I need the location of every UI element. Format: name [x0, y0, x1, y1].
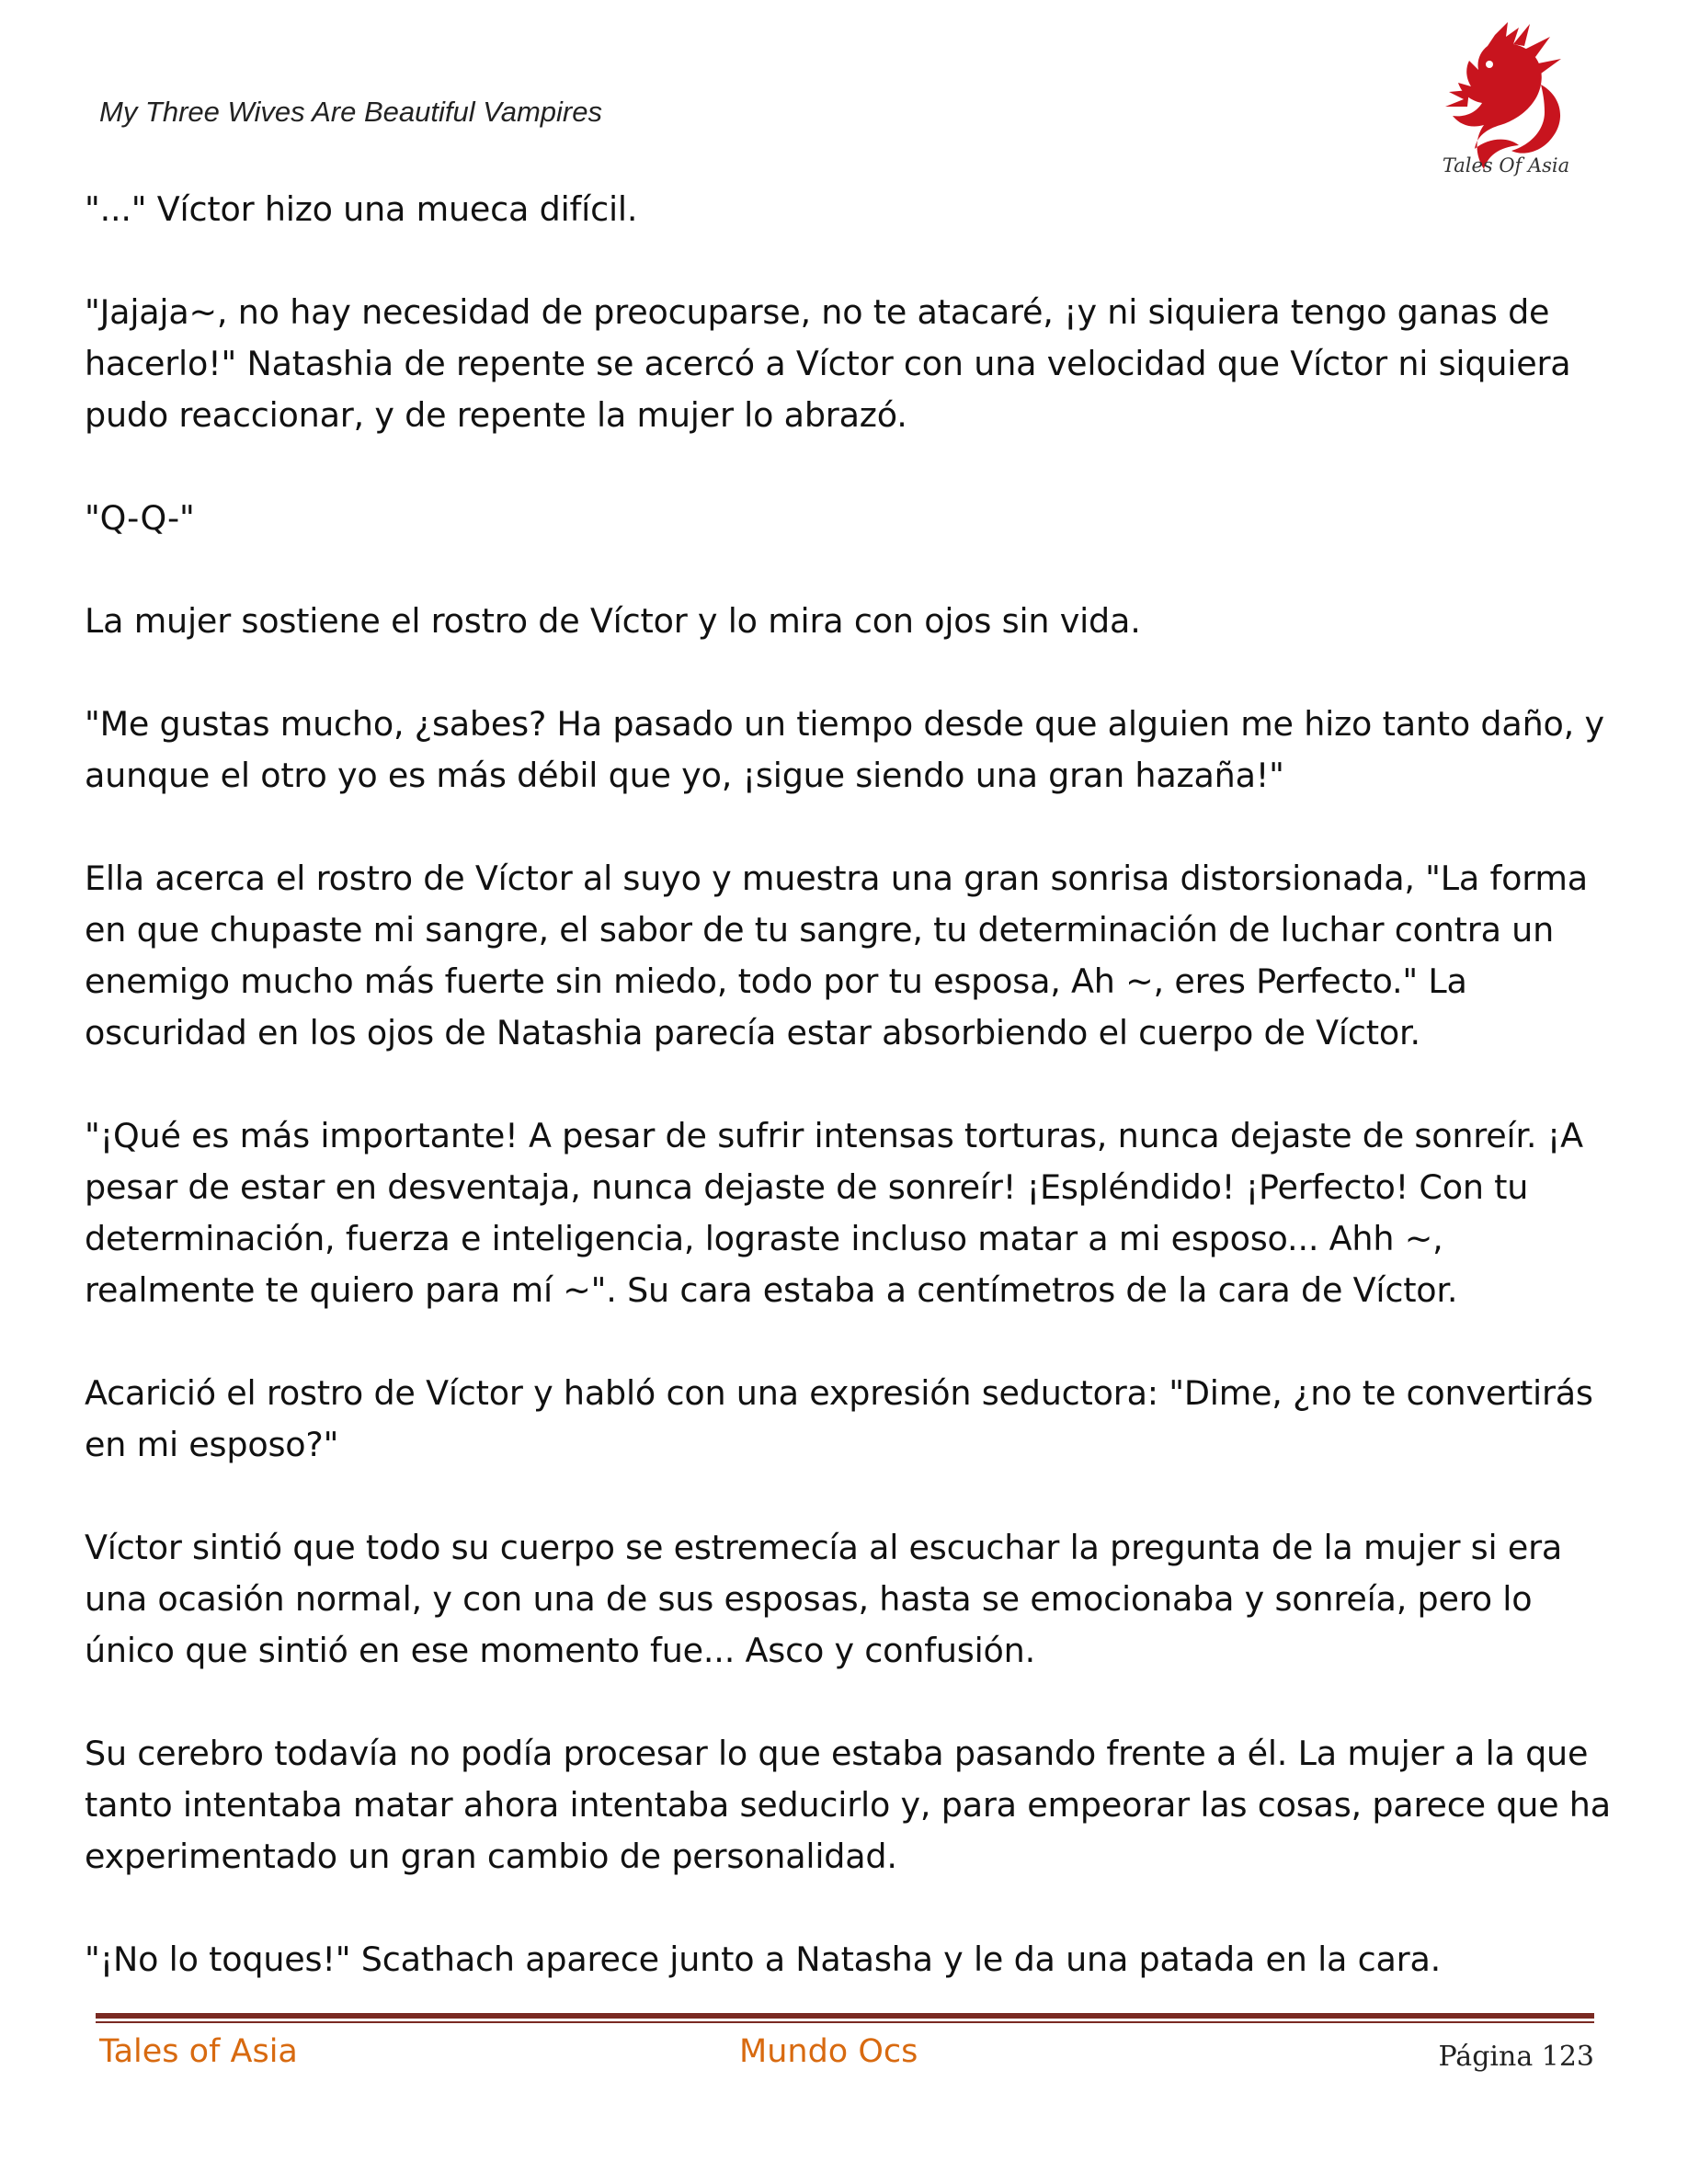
logo-text: Tales Of Asia [1442, 154, 1570, 176]
paragraph: Víctor sintió que todo su cuerpo se estremecía al escuchar la pregunta de la mujer si era una ocasión normal, y con una de sus esposas, hasta se emocionaba y sonreía, pero lo único que sintió en ese momento fue... Asco y confusión. [85, 1528, 1563, 1670]
paragraph: "¡Qué es más importante! A pesar de sufrir intensas torturas, nunca dejaste de sonreír. ¡A pesar de estar en desventaja, nunca dejaste de sonreír! ¡Espléndido! ¡Perfecto! Con tu determinación, fuerza e inteligencia, lograste incluso matar a mi esposo... Ahh ~, realmente te quiero para mí ~". Su cara estaba a centímetros de la cara de Víctor. [85, 1116, 1583, 1310]
page-body [85, 184, 1611, 2037]
paragraph: Ella acerca el rostro de Víctor al suyo y muestra una gran sonrisa distorsionada, "La forma en que chupaste mi sangre, el sabor de tu sangre, tu determinación de luchar contra un enemigo mucho más fuerte sin miedo, todo por tu esposa, Ah ~, eres Perfecto." La oscuridad en los ojos de Natashia parecía estar absorbiendo el cuerpo de Víctor. [85, 859, 1588, 1052]
paragraph: "Me gustas mucho, ¿sabes? Ha pasado un tiempo desde que alguien me hizo tanto daño, y aunque el otro yo es más débil que yo, ¡sigue siendo una gran hazaña!" [85, 704, 1604, 795]
paragraph: "Q-Q-" [85, 498, 195, 538]
paragraph: "¡No lo toques!" Scathach aparece junto a Natasha y le da una patada en la cara. [85, 1939, 1442, 1979]
page-number: Página 123 [1438, 2041, 1594, 2073]
footer-site-name: Tales of Asia [99, 2033, 298, 2070]
book-title: My Three Wives Are Beautiful Vampires [99, 96, 602, 128]
paragraph: La mujer sostiene el rostro de Víctor y lo mira con ojos sin vida. [85, 601, 1141, 641]
footer-section-name: Mundo Ocs [739, 2033, 918, 2070]
paragraph: "..." Víctor hizo una mueca difícil. [85, 189, 638, 229]
paragraph: Su cerebro todavía no podía procesar lo que estaba pasando frente a él. La mujer a la que tanto intentaba matar ahora intentaba seducirlo y, para empeorar las cosas, parece que ha experimentado un gran cambio de personalidad. [85, 1734, 1611, 1876]
footer-divider [96, 2013, 1594, 2023]
paragraph: Acarició el rostro de Víctor y habló con una expresión seductora: "Dime, ¿no te convertirás en mi esposo?" [85, 1373, 1593, 1464]
paragraph: "Jajaja~, no hay necesidad de preocuparse, no te atacaré, ¡y ni siquiera tengo ganas de hacerlo!" Natashia de repente se acercó a Víctor con una velocidad que Víctor ni siquiera pudo reaccionar, y de repente la mujer lo abrazó. [85, 292, 1571, 435]
